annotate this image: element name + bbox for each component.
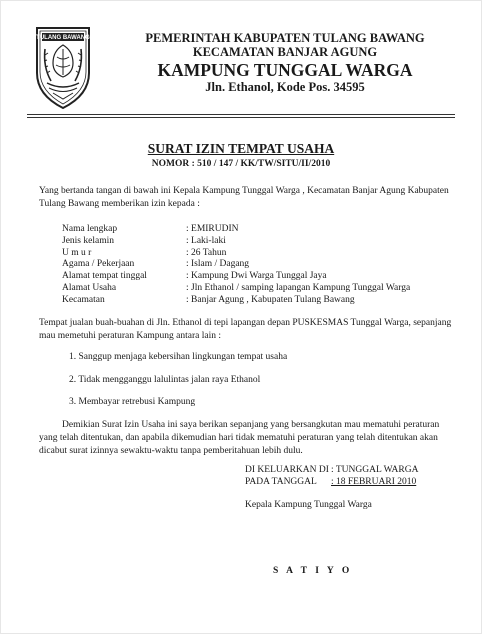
field-label: Agama / Pekerjaan — [62, 259, 135, 270]
regency-emblem-icon — [33, 25, 93, 111]
issued-date-value: : 18 FEBRUARI 2010 — [331, 477, 417, 487]
field-label: U m u r — [62, 247, 92, 258]
letterhead-divider-inner — [27, 117, 455, 118]
condition-item: 2. Tidak mengganggu lalulintas jalan raya Ethanol — [69, 375, 261, 385]
field-label: Kecamatan — [62, 294, 105, 305]
field-label: Jenis kelamin — [62, 235, 114, 246]
issuance-block — [245, 464, 418, 488]
field-row — [62, 295, 410, 307]
intro-paragraph: Yang bertanda tangan di bawah ini Kepala Kampung Tunggal Warga , Kecamatan Banjar Agung Kabupaten Tulang Bawang memberikan izin kepada : — [39, 186, 449, 209]
field-value: : Banjar Agung , Kabupaten Tulang Bawang — [186, 294, 355, 305]
issued-date-label: PADA TANGGAL — [245, 477, 317, 487]
document-number: NOMOR : 510 / 147 / KK/TW/SITU/II/2010 — [151, 159, 331, 169]
closing-paragraph: Demikian Surat Izin Usaha ini saya berikan sepanjang yang bersangkutan mau mematuhi peraturan yang telah ditentukan, dan apabila dikemudian hari tidak mematuhi peraturan yang telah ditentukan akan dicabut surat izinnya sewaktu-waktu tanpa pemberitahuan lebih dulu. — [39, 420, 440, 456]
field-value: : EMIRUDIN — [186, 224, 239, 234]
field-value: : Kampung Dwi Warga Tunggal Jaya — [186, 271, 327, 282]
signer-title: Kepala Kampung Tunggal Warga — [245, 500, 372, 510]
field-row — [62, 224, 410, 236]
field-value: : Laki-laki — [186, 235, 226, 246]
applicant-fields — [62, 224, 410, 307]
letterhead — [109, 31, 461, 94]
field-row — [62, 236, 410, 248]
issued-date — [245, 476, 418, 488]
issued-place — [245, 464, 418, 476]
document-title: SURAT IZIN TEMPAT USAHA — [147, 141, 335, 156]
field-row — [62, 259, 410, 271]
letterhead-village: KAMPUNG TUNGGAL WARGA — [157, 59, 413, 80]
letterhead-district: KECAMATAN BANJAR AGUNG — [192, 45, 378, 60]
field-value: : Jln Ethanol / samping lapangan Kampung Tunggal Warga — [186, 282, 411, 293]
condition-item: 3. Membayar retrebusi Kampung — [69, 397, 196, 407]
field-label: Alamat tempat tinggal — [62, 271, 147, 282]
field-label: Alamat Usaha — [62, 282, 117, 293]
signer-name: S A T I Y O — [273, 566, 353, 576]
condition-item: 1. Sanggup menjaga kebersihan lingkungan tempat usaha — [69, 352, 288, 362]
field-value: : 26 Tahun — [186, 247, 227, 258]
field-value: : Islam / Dagang — [186, 259, 250, 270]
emblem-label: TULANG BAWANG — [36, 35, 90, 42]
issued-place-label: DI KELUARKAN DI — [245, 465, 329, 475]
letterhead-address: Jln. Ethanol, Kode Pos. 34595 — [205, 79, 365, 94]
field-row — [62, 271, 410, 283]
field-label: Nama lengkap — [62, 224, 118, 234]
field-row — [62, 283, 410, 295]
field-row — [62, 248, 410, 260]
letterhead-government: PEMERINTAH KABUPATEN TULANG BAWANG — [145, 31, 425, 45]
location-paragraph: Tempat jualan buah-buahan di Jln. Ethanol di tepi lapangan depan PUSKESMAS Tunggal Warga, sepanjang mau memetuhi peraturan Kampung antara lain : — [39, 318, 452, 341]
issued-place-value: : TUNGGAL WARGA — [331, 465, 419, 475]
letterhead-divider — [27, 114, 455, 115]
